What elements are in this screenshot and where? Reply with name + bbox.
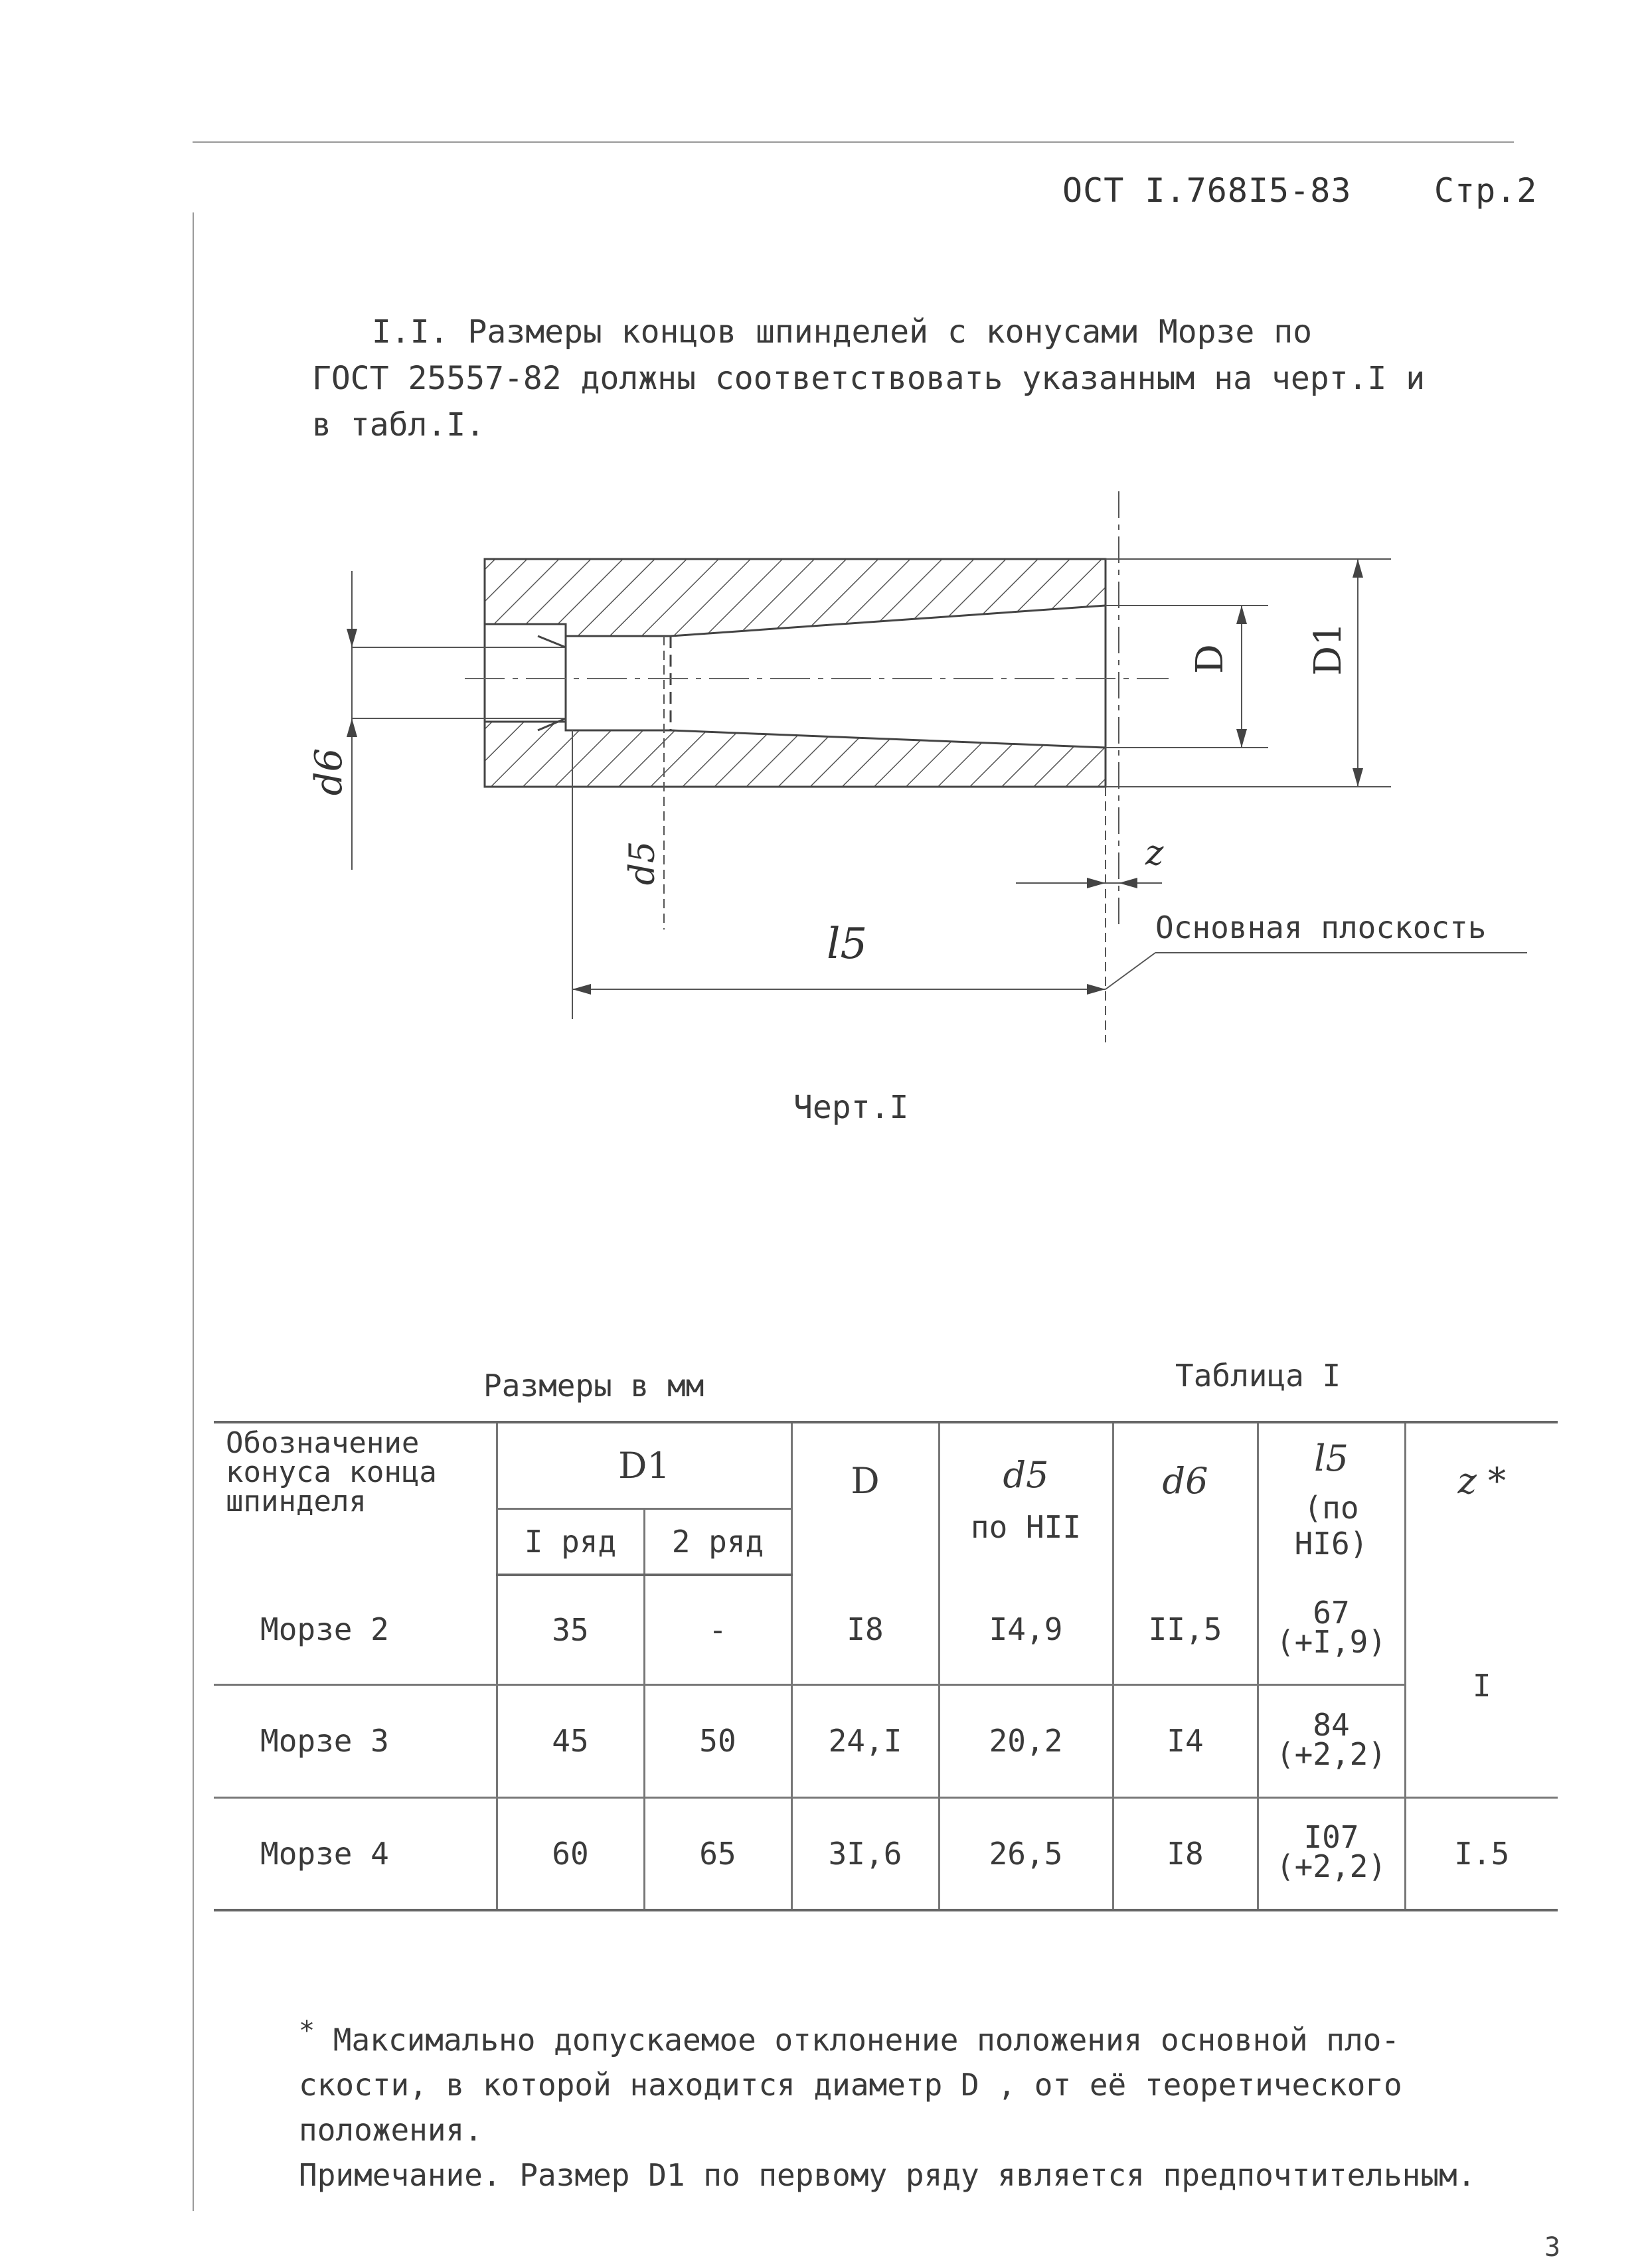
table-row [214,1797,1558,1910]
header-l5: l5 (по HI6) [1258,1422,1405,1575]
cell-d5: I4,9 [939,1575,1113,1684]
cell-d5: 20,2 [939,1684,1113,1797]
cell-l5: 84 (+2,2) [1258,1684,1405,1797]
units-label: Размеры в мм [483,1368,704,1404]
cell-D1-row1: 60 [497,1797,644,1910]
doc-code: ОСТ I.768I5-83 [1062,171,1352,210]
drawing-caption: Черт.I [793,1089,909,1126]
footnote-line-1: * Максимально допускаемое отклонение положения основной пло- [299,2016,1400,2058]
footnote-line-3: положения. [299,2112,483,2148]
header-D1-row1: I ряд [497,1508,644,1575]
footnote-star: * [299,2016,315,2046]
label-D1: D1 [1306,622,1350,676]
cell-z-morse-2-3: I [1405,1575,1558,1797]
row-name: Морзе 2 [214,1575,497,1684]
para-line-3: в табл.I. [312,406,485,444]
footnote-line-2: скости, в которой находится диаметр D , от её теоретического [299,2067,1402,2103]
table-title: Таблица I [1175,1358,1341,1394]
label-D: D [1188,644,1232,674]
note-line: Примечание. Размер D1 по первому ряду является предпочтительным. [299,2157,1476,2194]
cell-D1-row2: 65 [644,1797,791,1910]
table-row [214,1575,1558,1684]
para-line-2: ГОСТ 25557-82 должны соответствовать указанным на черт.I и [312,360,1426,397]
row-name: Морзе 4 [214,1797,497,1910]
header-D: D [791,1422,939,1575]
footnote-block [299,2008,1527,2198]
page-number: 3 [1544,2232,1561,2263]
upper-wall [485,559,1106,636]
label-z: z [1145,833,1164,873]
header-d6: d6 [1113,1422,1258,1575]
cell-D1-row1: 45 [497,1684,644,1797]
page-label: Стр.2 [1434,171,1538,210]
cell-D: 24,I [791,1684,939,1797]
header-D1: D1 [497,1422,791,1508]
cell-d6: I8 [1113,1797,1258,1910]
cell-z-morse-4: I.5 [1405,1797,1558,1910]
cell-D1-row2: 50 [644,1684,791,1797]
header-z: z * [1405,1422,1558,1575]
dimensions-table [214,1421,1558,1911]
header-d5: d5 по HII [939,1422,1113,1575]
header-designation: Обозначение конуса конца шпинделя [214,1422,497,1575]
row-name: Морзе 3 [214,1684,497,1797]
cell-d6: II,5 [1113,1575,1258,1684]
base-plane-label: Основная плоскость [1155,910,1487,945]
label-d5: d5 [623,841,663,886]
table-row [214,1684,1558,1797]
label-d6: d6 [307,748,351,796]
cell-l5: 67 (+I,9) [1258,1575,1405,1684]
lower-wall [485,722,1106,787]
para-line-1: I.I. Размеры концов шпинделей с конусами Морзе по [372,313,1313,351]
spindle-drawing [0,0,1644,1129]
cell-D1-row2: - [644,1575,791,1684]
cell-D1-row1: 35 [497,1575,644,1684]
cell-l5: I07 (+2,2) [1258,1797,1405,1910]
cell-d6: I4 [1113,1684,1258,1797]
cell-D: 3I,6 [791,1797,939,1910]
cell-d5: 26,5 [939,1797,1113,1910]
cell-D: I8 [791,1575,939,1684]
label-l5: l5 [827,920,868,969]
header-D1-row2: 2 ряд [644,1508,791,1575]
